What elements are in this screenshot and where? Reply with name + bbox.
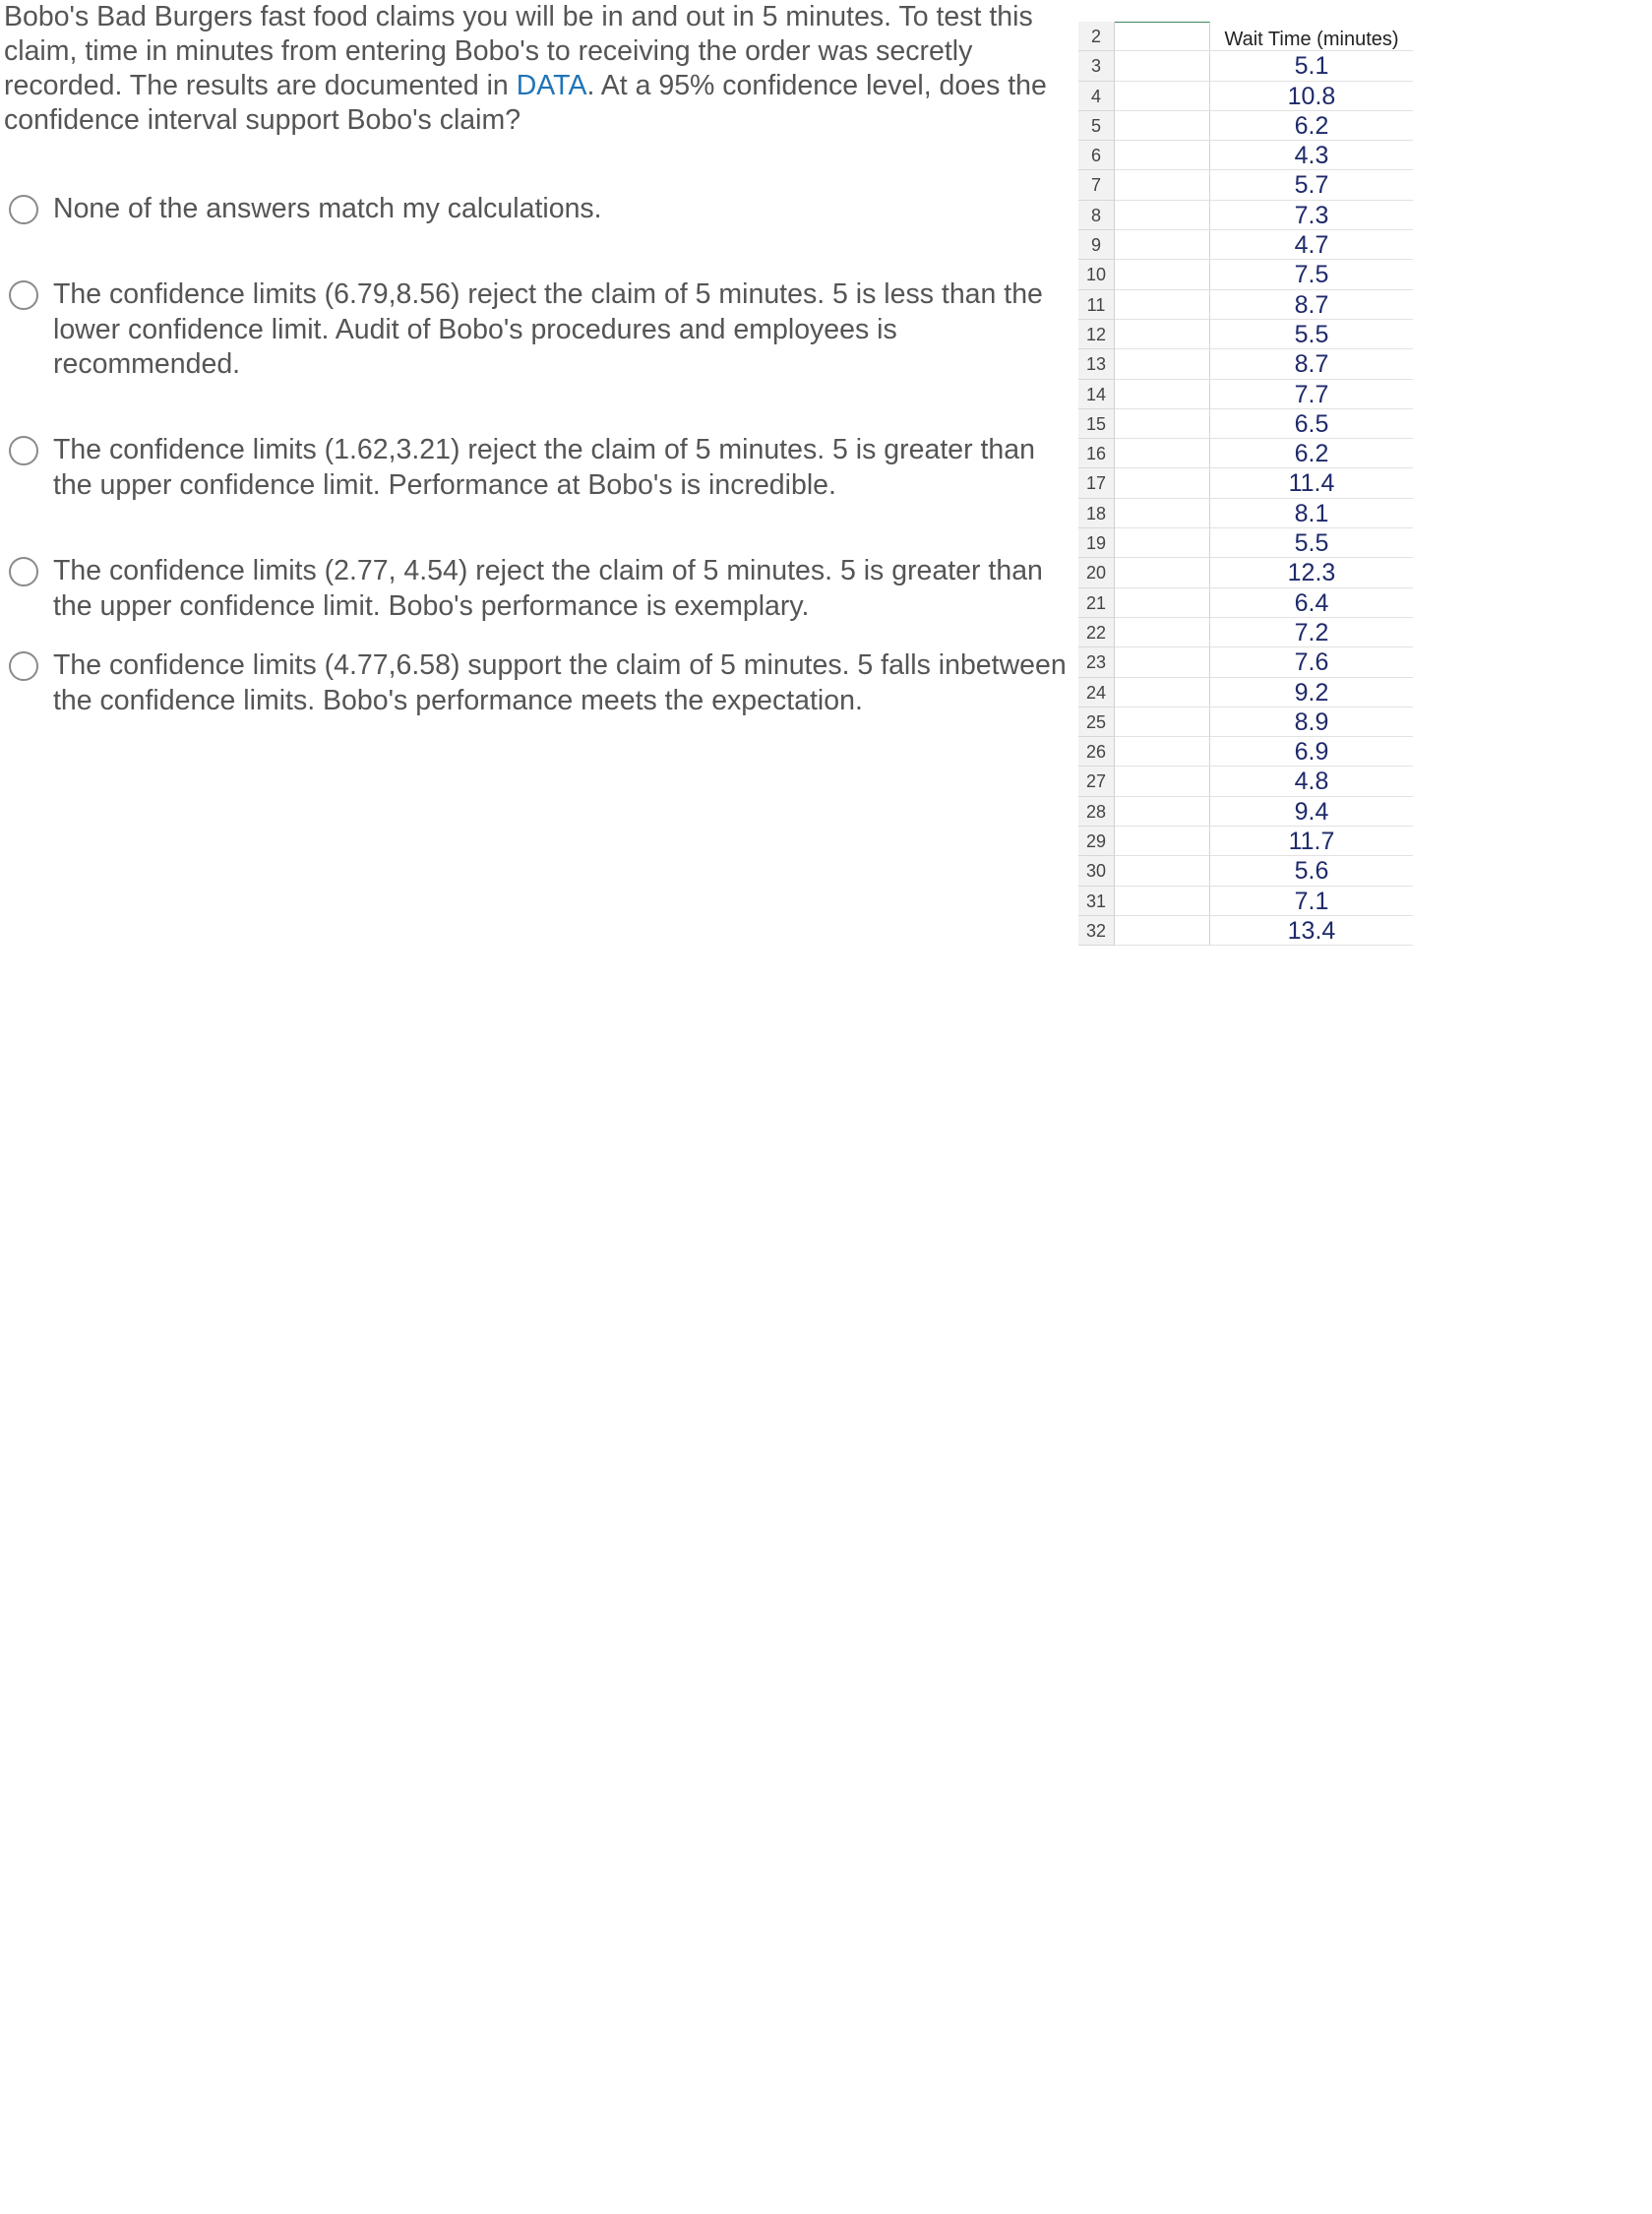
wait-time-cell[interactable]: 6.4 <box>1210 588 1413 618</box>
wait-time-cell[interactable]: 8.7 <box>1210 290 1413 320</box>
empty-cell[interactable] <box>1115 22 1210 51</box>
question-text <box>4 0 1067 138</box>
answer-option-label: The confidence limits (2.77, 4.54) reject the claim of 5 minutes. 5 is greater than the upper confidence limit. Bobo's performance is exemplary. <box>53 555 1043 622</box>
wait-time-cell[interactable]: 11.4 <box>1210 468 1413 498</box>
row-number: 23 <box>1078 647 1115 677</box>
wait-time-cell[interactable]: 4.7 <box>1210 230 1413 260</box>
empty-cell[interactable] <box>1115 439 1210 468</box>
empty-cell[interactable] <box>1115 528 1210 558</box>
empty-cell[interactable] <box>1115 856 1210 886</box>
empty-cell[interactable] <box>1115 349 1210 379</box>
empty-cell[interactable] <box>1115 201 1210 230</box>
answer-option-none-match[interactable] <box>9 192 1071 227</box>
wait-time-cell[interactable]: 7.5 <box>1210 260 1413 289</box>
sheet-header-row <box>1078 22 1423 51</box>
sheet-row <box>1078 618 1423 647</box>
radio-button-icon[interactable] <box>9 557 38 586</box>
empty-cell[interactable] <box>1115 380 1210 409</box>
empty-cell[interactable] <box>1115 647 1210 677</box>
sheet-row <box>1078 468 1423 498</box>
row-number: 7 <box>1078 170 1115 200</box>
answer-option-label: The confidence limits (6.79,8.56) reject the claim of 5 minutes. 5 is less than the lower confidence limit. Audit of Bobo's procedures and employees is recommended. <box>53 278 1043 380</box>
sheet-row <box>1078 409 1423 439</box>
column-header-wait-time[interactable]: Wait Time (minutes) <box>1210 22 1413 51</box>
row-number: 26 <box>1078 737 1115 767</box>
empty-cell[interactable] <box>1115 290 1210 320</box>
answer-option-label: The confidence limits (1.62,3.21) reject the claim of 5 minutes. 5 is greater than the upper confidence limit. Performance at Bobo's is incredible. <box>53 434 1035 501</box>
sheet-row <box>1078 82 1423 111</box>
sheet-row <box>1078 290 1423 320</box>
row-number: 6 <box>1078 141 1115 170</box>
row-number: 2 <box>1078 22 1115 51</box>
wait-time-cell[interactable]: 12.3 <box>1210 558 1413 587</box>
wait-time-cell[interactable]: 4.8 <box>1210 767 1413 796</box>
answer-option-6-79-8-56[interactable] <box>9 277 1071 383</box>
sheet-row <box>1078 499 1423 528</box>
answer-option-2-77-4-54[interactable] <box>9 554 1071 624</box>
empty-cell[interactable] <box>1115 827 1210 856</box>
row-number: 14 <box>1078 380 1115 409</box>
empty-cell[interactable] <box>1115 588 1210 618</box>
wait-time-cell[interactable]: 9.4 <box>1210 797 1413 827</box>
row-number: 21 <box>1078 588 1115 618</box>
empty-cell[interactable] <box>1115 51 1210 81</box>
wait-time-cell[interactable]: 7.6 <box>1210 647 1413 677</box>
wait-time-cell[interactable]: 6.2 <box>1210 111 1413 141</box>
row-number: 15 <box>1078 409 1115 439</box>
row-number: 12 <box>1078 320 1115 349</box>
sheet-row <box>1078 528 1423 558</box>
row-number: 13 <box>1078 349 1115 379</box>
wait-time-cell[interactable]: 7.1 <box>1210 887 1413 916</box>
sheet-row <box>1078 737 1423 767</box>
row-number: 4 <box>1078 82 1115 111</box>
sheet-row <box>1078 349 1423 379</box>
sheet-row <box>1078 260 1423 289</box>
sheet-row <box>1078 678 1423 707</box>
sheet-row <box>1078 916 1423 946</box>
row-number: 10 <box>1078 260 1115 289</box>
row-number: 18 <box>1078 499 1115 528</box>
row-number: 3 <box>1078 51 1115 81</box>
radio-button-icon[interactable] <box>9 651 38 681</box>
answer-option-1-62-3-21[interactable] <box>9 433 1071 503</box>
row-number: 19 <box>1078 528 1115 558</box>
radio-button-icon[interactable] <box>9 195 38 224</box>
empty-cell[interactable] <box>1115 797 1210 827</box>
row-number: 16 <box>1078 439 1115 468</box>
row-number: 30 <box>1078 856 1115 886</box>
answer-option-label: The confidence limits (4.77,6.58) support the claim of 5 minutes. 5 falls inbetween the confidence limits. Bobo's performance meets the expectation. <box>53 649 1067 716</box>
wait-time-cell[interactable]: 6.9 <box>1210 737 1413 767</box>
data-spreadsheet <box>1078 22 1423 946</box>
sheet-row <box>1078 380 1423 409</box>
sheet-row <box>1078 230 1423 260</box>
empty-cell[interactable] <box>1115 916 1210 946</box>
sheet-row <box>1078 439 1423 468</box>
row-number: 5 <box>1078 111 1115 141</box>
sheet-row <box>1078 558 1423 587</box>
empty-cell[interactable] <box>1115 737 1210 767</box>
data-link[interactable]: DATA <box>516 70 587 101</box>
wait-time-cell[interactable]: 8.7 <box>1210 349 1413 379</box>
empty-cell[interactable] <box>1115 141 1210 170</box>
answer-option-4-77-6-58[interactable] <box>9 648 1071 718</box>
wait-time-cell[interactable]: 5.7 <box>1210 170 1413 200</box>
empty-cell[interactable] <box>1115 468 1210 498</box>
empty-cell[interactable] <box>1115 111 1210 141</box>
wait-time-cell[interactable]: 7.2 <box>1210 618 1413 647</box>
empty-cell[interactable] <box>1115 887 1210 916</box>
empty-cell[interactable] <box>1115 320 1210 349</box>
row-number: 25 <box>1078 707 1115 737</box>
sheet-row <box>1078 887 1423 916</box>
empty-cell[interactable] <box>1115 558 1210 587</box>
empty-cell[interactable] <box>1115 409 1210 439</box>
radio-button-icon[interactable] <box>9 280 38 310</box>
row-number: 32 <box>1078 916 1115 946</box>
wait-time-cell[interactable]: 13.4 <box>1210 916 1413 946</box>
answer-option-label: None of the answers match my calculations. <box>53 193 602 224</box>
row-number: 28 <box>1078 797 1115 827</box>
sheet-row <box>1078 707 1423 737</box>
sheet-row <box>1078 51 1423 81</box>
sheet-row <box>1078 170 1423 200</box>
row-number: 31 <box>1078 887 1115 916</box>
wait-time-cell[interactable]: 8.1 <box>1210 499 1413 528</box>
row-number: 22 <box>1078 618 1115 647</box>
sheet-row <box>1078 647 1423 677</box>
row-number: 8 <box>1078 201 1115 230</box>
question-prompt: . At a 95% confidence level, does the confidence interval support Bobo's claim? <box>4 70 1047 136</box>
wait-time-cell[interactable]: 5.6 <box>1210 856 1413 886</box>
sheet-row <box>1078 827 1423 856</box>
wait-time-cell[interactable]: 6.2 <box>1210 439 1413 468</box>
sheet-row <box>1078 856 1423 886</box>
empty-cell[interactable] <box>1115 260 1210 289</box>
wait-time-cell[interactable]: 4.3 <box>1210 141 1413 170</box>
sheet-row <box>1078 201 1423 230</box>
wait-time-cell[interactable]: 7.7 <box>1210 380 1413 409</box>
row-number: 17 <box>1078 468 1115 498</box>
empty-cell[interactable] <box>1115 618 1210 647</box>
sheet-row <box>1078 767 1423 796</box>
row-number: 9 <box>1078 230 1115 260</box>
row-number: 29 <box>1078 827 1115 856</box>
wait-time-cell[interactable]: 6.5 <box>1210 409 1413 439</box>
radio-button-icon[interactable] <box>9 436 38 465</box>
row-number: 24 <box>1078 678 1115 707</box>
sheet-row <box>1078 797 1423 827</box>
sheet-row <box>1078 141 1423 170</box>
wait-time-cell[interactable]: 8.9 <box>1210 707 1413 737</box>
wait-time-cell[interactable]: 7.3 <box>1210 201 1413 230</box>
row-number: 20 <box>1078 558 1115 587</box>
wait-time-cell[interactable]: 5.5 <box>1210 528 1413 558</box>
wait-time-cell[interactable]: 5.5 <box>1210 320 1413 349</box>
empty-cell[interactable] <box>1115 707 1210 737</box>
row-number: 11 <box>1078 290 1115 320</box>
empty-cell[interactable] <box>1115 230 1210 260</box>
question-intro: Bobo's Bad Burgers fast food claims you will be in and out in 5 minutes. To test this claim, time in minutes from entering Bobo's to receiving the order was secretly recorded. The results are documented in <box>4 1 1033 101</box>
row-number: 27 <box>1078 767 1115 796</box>
empty-cell[interactable] <box>1115 82 1210 111</box>
empty-cell[interactable] <box>1115 678 1210 707</box>
empty-cell[interactable] <box>1115 767 1210 796</box>
empty-cell[interactable] <box>1115 499 1210 528</box>
wait-time-cell[interactable]: 5.1 <box>1210 51 1413 81</box>
sheet-row <box>1078 320 1423 349</box>
empty-cell[interactable] <box>1115 170 1210 200</box>
wait-time-cell[interactable]: 9.2 <box>1210 678 1413 707</box>
sheet-row <box>1078 588 1423 618</box>
wait-time-cell[interactable]: 11.7 <box>1210 827 1413 856</box>
wait-time-cell[interactable]: 10.8 <box>1210 82 1413 111</box>
sheet-row <box>1078 111 1423 141</box>
